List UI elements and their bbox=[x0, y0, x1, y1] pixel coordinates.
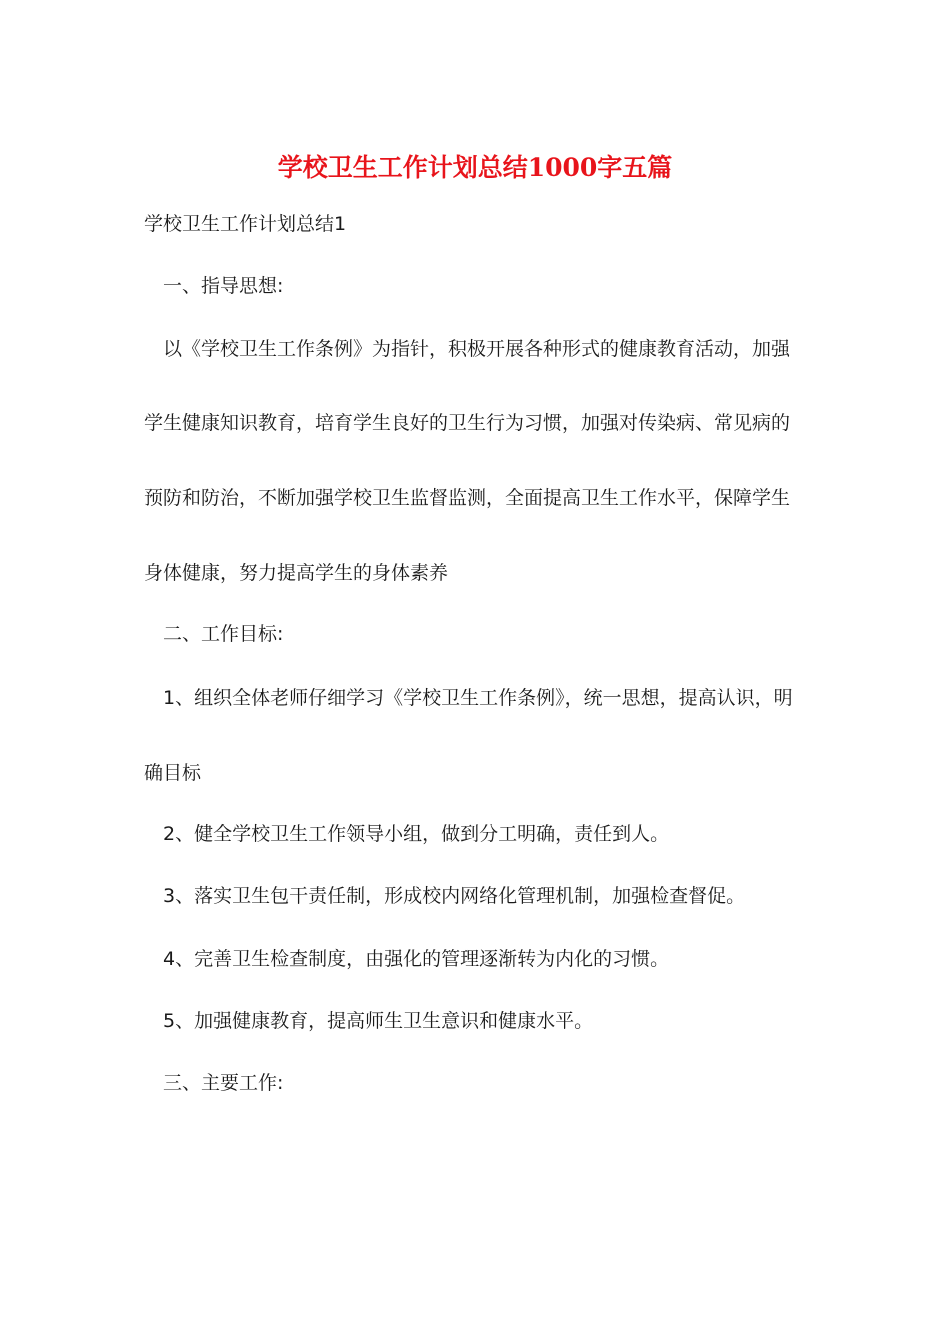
paragraph-line: 预防和防治，不断加强学校卫生监督监测，全面提高卫生工作水平，保障学生 bbox=[144, 487, 791, 509]
section-heading-main-work: 三、主要工作: bbox=[163, 1072, 284, 1094]
list-item: 4、完善卫生检查制度，由强化的管理逐渐转为内化的习惯。 bbox=[163, 948, 670, 970]
paragraph-line: 以《学校卫生工作条例》为指针，积极开展各种形式的健康教育活动，加强 bbox=[163, 338, 791, 360]
list-item: 3、落实卫生包干责任制，形成校内网络化管理机制，加强检查督促。 bbox=[163, 885, 746, 907]
document-subtitle: 学校卫生工作计划总结1 bbox=[144, 213, 347, 235]
section-heading-work-goals: 二、工作目标: bbox=[163, 623, 284, 645]
paragraph-line: 学生健康知识教育，培育学生良好的卫生行为习惯，加强对传染病、常见病的 bbox=[144, 412, 791, 434]
document-title: 学校卫生工作计划总结1000字五篇 bbox=[277, 153, 673, 182]
section-heading-guiding-ideology: 一、指导思想: bbox=[163, 275, 284, 297]
list-item: 5、加强健康教育，提高师生卫生意识和健康水平。 bbox=[163, 1010, 594, 1032]
list-item: 2、健全学校卫生工作领导小组，做到分工明确，责任到人。 bbox=[163, 823, 670, 845]
paragraph-line: 身体健康，努力提高学生的身体素养 bbox=[144, 562, 449, 584]
list-item: 1、组织全体老师仔细学习《学校卫生工作条例》，统一思想，提高认识，明 bbox=[163, 687, 793, 709]
list-item-continuation: 确目标 bbox=[144, 762, 202, 784]
